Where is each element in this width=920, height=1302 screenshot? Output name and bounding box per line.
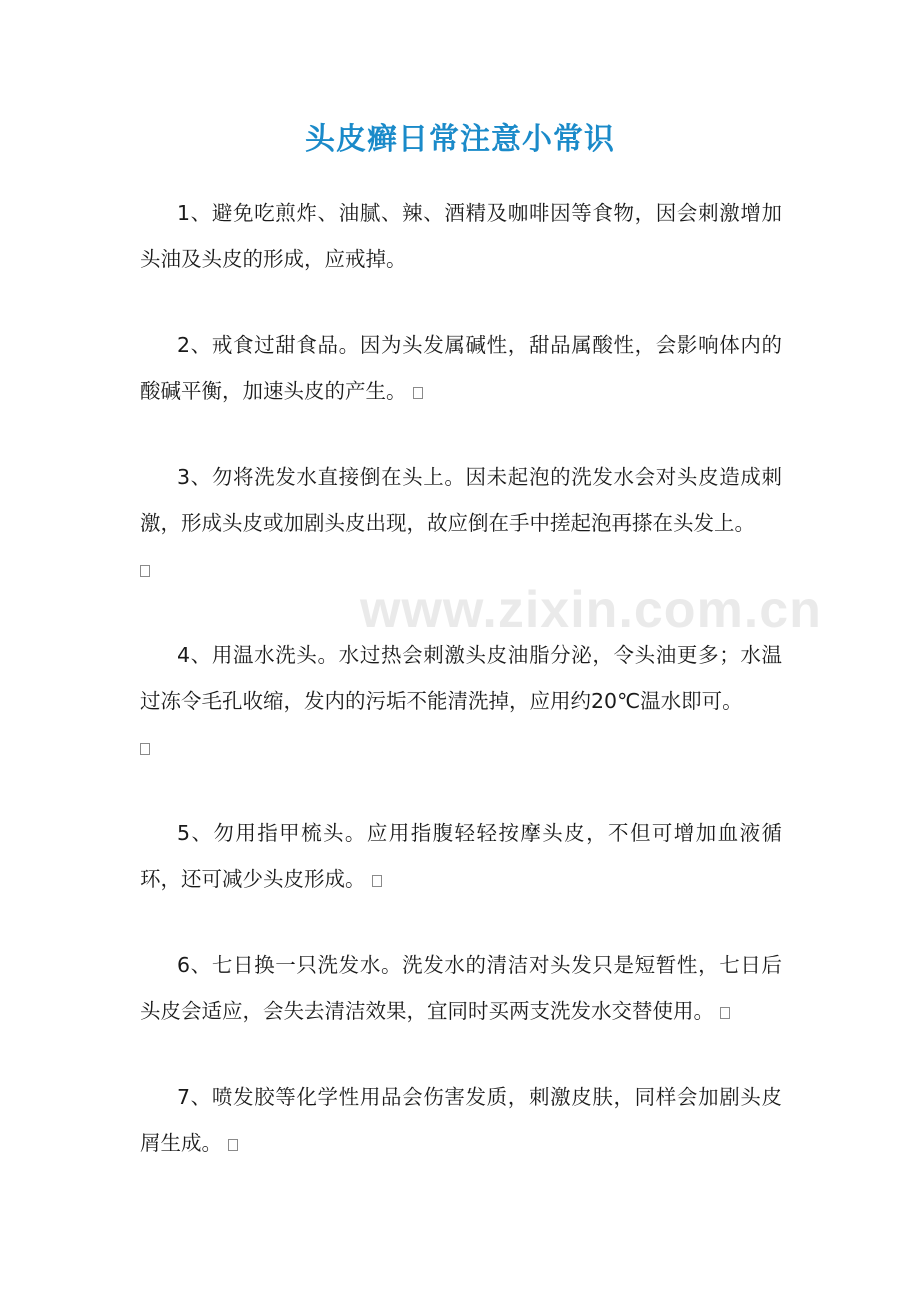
paragraph-2-text: 2、戒食过甜食品。因为头发属碱性，甜品属酸性，会影响体内的酸碱平衡，加速头皮的产生。 (140, 333, 782, 403)
placeholder-box-icon (140, 743, 150, 755)
paragraph-3-text: 3、勿将洗发水直接倒在头上。因未起泡的洗发水会对头皮造成刺激，形成头皮或加剧头皮出现，故应倒在手中搓起泡再搽在头发上。 (140, 465, 782, 535)
paragraph-5-text: 5、勿用指甲梳头。应用指腹轻轻按摩头皮，不但可增加血液循环，还可减少头皮形成。 (140, 821, 782, 891)
paragraph-4-text: 4、用温水洗头。水过热会刺激头皮油脂分泌，令头油更多；水温过冻令毛孔收缩，发内的污垢不能清洗掉，应用约20℃温水即可。 (140, 643, 782, 713)
placeholder-box-icon (720, 1007, 730, 1019)
placeholder-box-icon (372, 875, 382, 887)
paragraph-6 (140, 942, 782, 1034)
paragraph-1-text: 1、避免吃煎炸、油腻、辣、酒精及咖啡因等食物，因会刺激增加头油及头皮的形成，应戒掉。 (140, 201, 782, 271)
paragraph-2 (140, 322, 782, 414)
paragraph-4 (140, 632, 782, 770)
document-body (140, 190, 782, 1166)
placeholder-box-icon (413, 387, 423, 399)
paragraph-3 (140, 454, 782, 592)
paragraph-5 (140, 810, 782, 902)
paragraph-7-text: 7、喷发胶等化学性用品会伤害发质，刺激皮肤，同样会加剧头皮屑生成。 (140, 1085, 782, 1155)
paragraph-6-text: 6、七日换一只洗发水。洗发水的清洁对头发只是短暂性，七日后头皮会适应，会失去清洁效果，宜同时买两支洗发水交替使用。 (140, 953, 782, 1023)
paragraph-7 (140, 1074, 782, 1166)
placeholder-box-icon (140, 565, 150, 577)
watermark: www.zixin.com.cn (360, 581, 822, 639)
placeholder-box-icon (228, 1139, 238, 1151)
paragraph-1 (140, 190, 782, 282)
page-title: 头皮癣日常注意小常识 (305, 122, 615, 157)
